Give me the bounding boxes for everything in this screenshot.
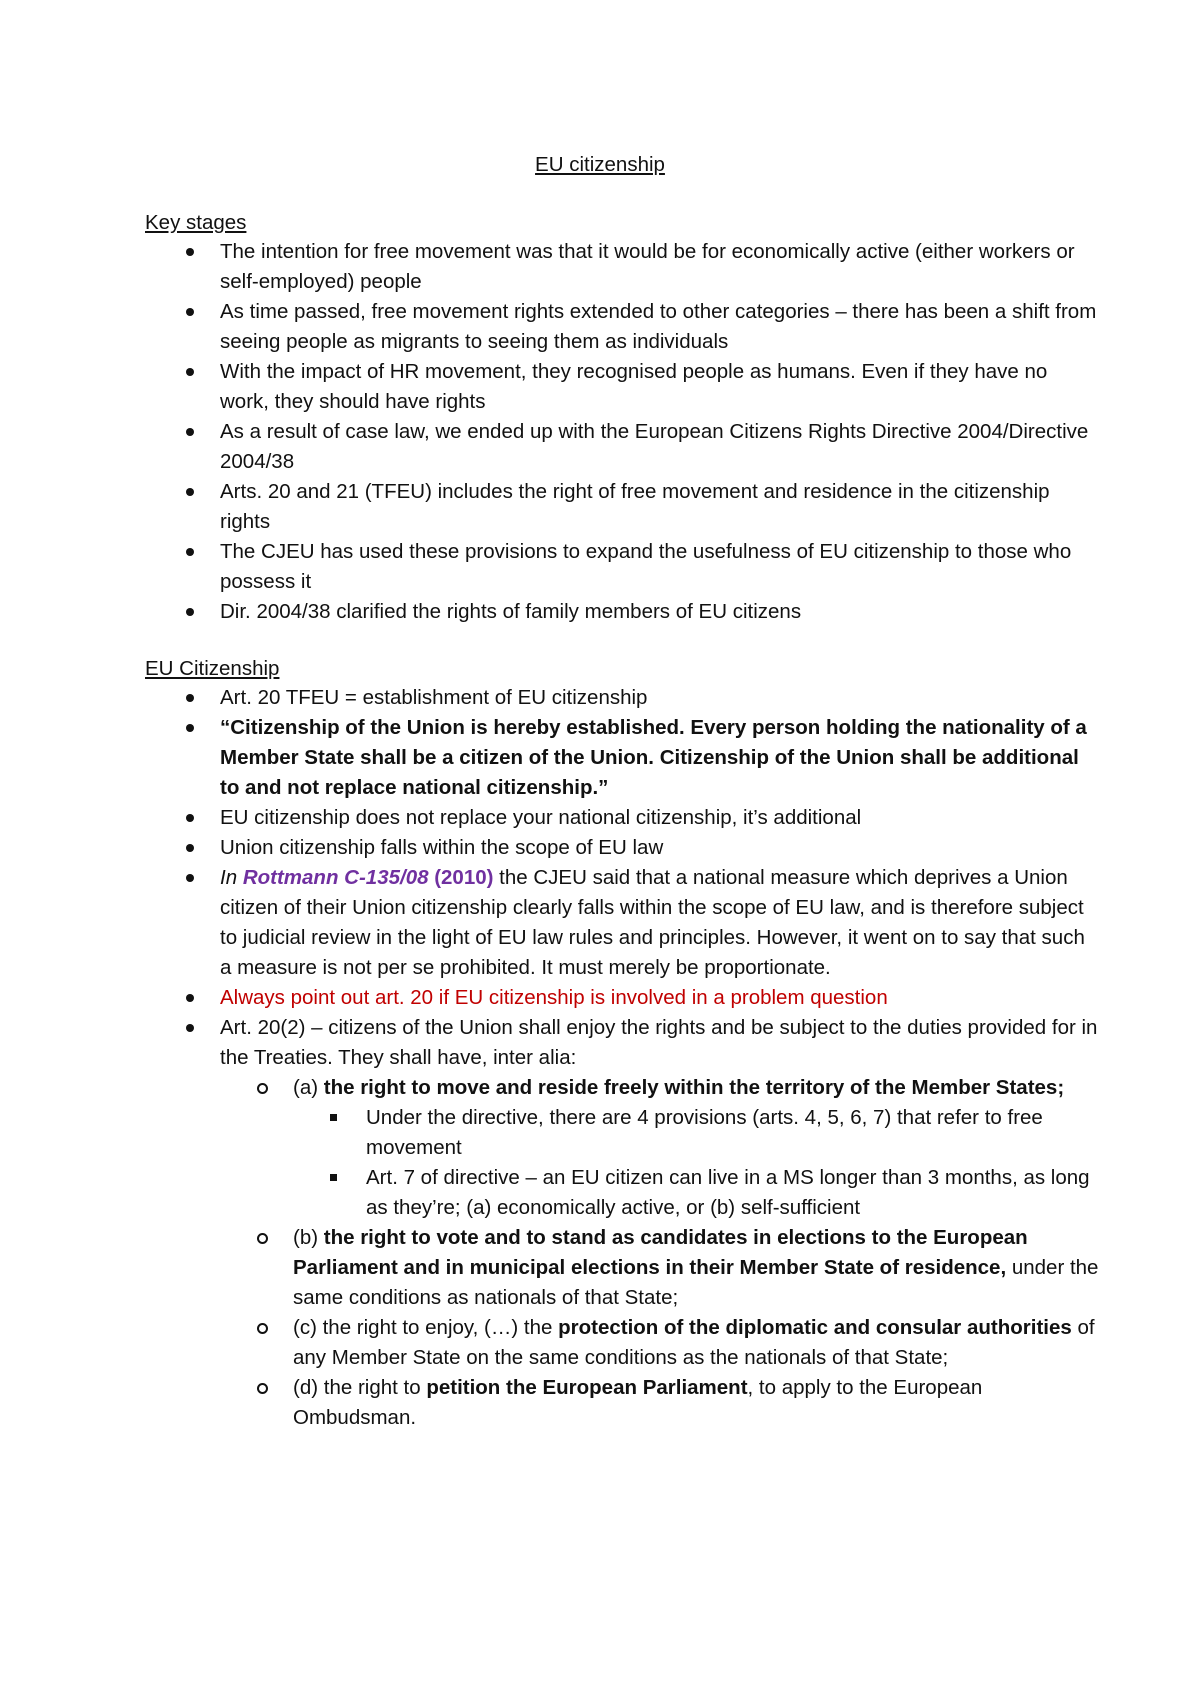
exam-tip: Always point out art. 20 if EU citizenship is involved in a problem question xyxy=(0,983,1100,1013)
list-item: Dir. 2004/38 clarified the rights of family members of EU citizens xyxy=(0,597,1100,627)
key-stages-list xyxy=(0,237,1100,627)
treaty-quote: “Citizenship of the Union is hereby established. Every person holding the nationality of a Member State shall be a citizen of the Union. Citizenship of the Union shall be additional to and not replace national citizenship.” xyxy=(0,713,1100,803)
case-text: the CJEU said that a national measure which deprives a Union citizen of their Union citizenship clearly falls within the scope of EU law, and is therefore subject to judicial review in the light of EU law rules and principles. However, it went on to say that such a measure is not per se prohibited. It must merely be proportionate. xyxy=(220,866,1085,979)
list-item: Union citizenship falls within the scope of EU law xyxy=(0,833,1100,863)
right-c-rest: of any Member State on the same conditions as the nationals of that State; xyxy=(293,1316,1095,1369)
list-item: Art. 7 of directive – an EU citizen can live in a MS longer than 3 months, as long as they’re; (a) economically active, or (b) self-sufficient xyxy=(293,1163,1100,1223)
list-item: As time passed, free movement rights extended to other categories – there has been a shift from seeing people as migrants to seeing them as individuals xyxy=(0,297,1100,357)
case-prefix: In xyxy=(220,866,238,889)
right-b-rest: under the same conditions as nationals of that State; xyxy=(293,1256,1099,1309)
list-item: As a result of case law, we ended up with the European Citizens Rights Directive 2004/Directive 2004/38 xyxy=(0,417,1100,477)
list-item: With the impact of HR movement, they recognised people as humans. Even if they have no work, they should have rights xyxy=(0,357,1100,417)
list-item: Under the directive, there are 4 provisions (arts. 4, 5, 6, 7) that refer to free movement xyxy=(293,1103,1100,1163)
list-item: EU citizenship does not replace your national citizenship, it’s additional xyxy=(0,803,1100,833)
right-d-bold: petition the European Parliament xyxy=(426,1376,748,1399)
right-a-sublist xyxy=(293,1103,1100,1223)
right-d-rest: , to apply to the European Ombudsman. xyxy=(293,1376,983,1429)
list-item: The intention for free movement was that it would be for economically active (either workers or self-employed) people xyxy=(0,237,1100,297)
right-c xyxy=(220,1313,1100,1373)
eu-citizenship-heading: EU Citizenship xyxy=(145,657,280,680)
right-d-label: (d) the right to xyxy=(293,1376,427,1399)
right-c-bold: protection of the diplomatic and consular authorities xyxy=(558,1316,1072,1339)
case-year: (2010) xyxy=(434,866,494,889)
art-20-2-text: Art. 20(2) – citizens of the Union shall enjoy the rights and be subject to the duties provided for in the Treaties. They shall have, inter alia: xyxy=(220,1016,1098,1069)
right-a xyxy=(220,1073,1100,1223)
right-a-label: (a) xyxy=(293,1076,324,1099)
right-b-label: (b) xyxy=(293,1226,324,1249)
right-d xyxy=(220,1373,1100,1433)
right-b-bold: the right to vote and to stand as candidates in elections to the European Parliament and in municipal elections in their Member State of residence, xyxy=(293,1226,1028,1279)
list-item xyxy=(0,1013,1100,1433)
case-name: Rottmann C-135/08 xyxy=(242,866,429,889)
right-a-bold: the right to move and reside freely within the territory of the Member States; xyxy=(323,1076,1065,1099)
right-b xyxy=(220,1223,1100,1313)
list-item: Art. 20 TFEU = establishment of EU citizenship xyxy=(0,683,1100,713)
key-stages-heading: Key stages xyxy=(145,211,247,234)
list-item: Arts. 20 and 21 (TFEU) includes the right of free movement and residence in the citizenship rights xyxy=(0,477,1100,537)
rights-list xyxy=(220,1073,1100,1433)
right-c-label: (c) the right to enjoy, (…) the xyxy=(293,1316,559,1339)
document-title: EU citizenship xyxy=(535,153,665,176)
list-item: The CJEU has used these provisions to expand the usefulness of EU citizenship to those who possess it xyxy=(0,537,1100,597)
list-item xyxy=(0,863,1100,983)
eu-citizenship-list xyxy=(0,683,1100,1433)
